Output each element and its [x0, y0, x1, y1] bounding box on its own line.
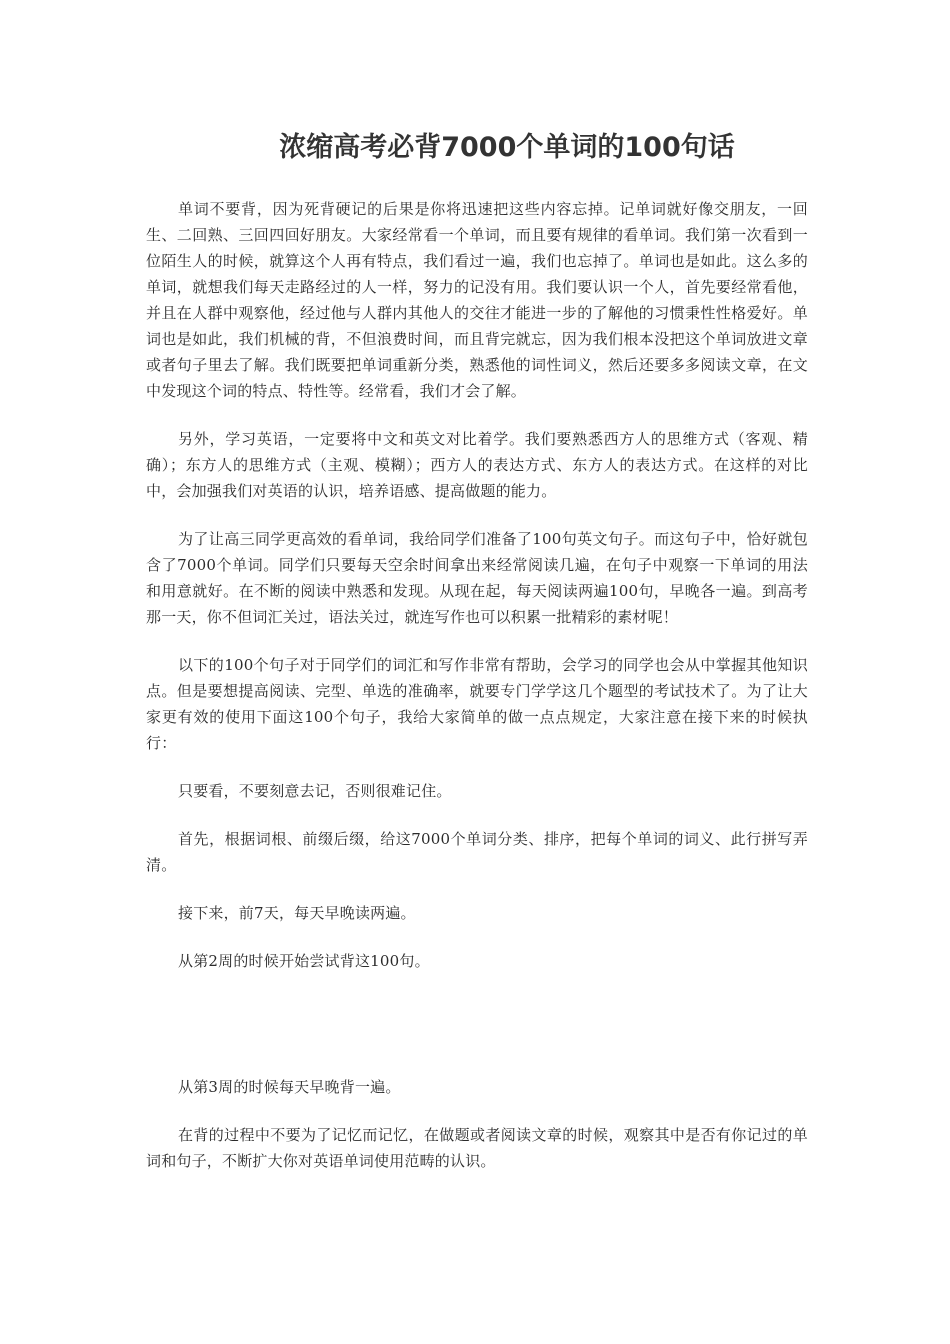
paragraph-9: 从第3周的时候每天早晚背一遍。 — [178, 1078, 401, 1096]
paragraph-4: 以下的100个句子对于同学们的词汇和写作非常有帮助，会学习的同学也会从中掌握其他知识点。但是要想提高阅读、完型、单选的准确率，就要专门学学这几个题型的考试技术了。为了让大家更有效的使用下面这100个句子，我给大家简单的做一点点规定，大家注意在接下来的时候执行： — [146, 656, 808, 752]
paragraph-8: 从第2周的时候开始尝试背这100句。 — [178, 952, 430, 970]
paragraph-2: 另外，学习英语，一定要将中文和英文对比着学。我们要熟悉西方人的思维方式（客观、精确）；东方人的思维方式（主观、模糊）；西方人的表达方式、东方人的表达方式。在这样的对比中，会加强我们对英语的认识，培养语感、提高做题的能力。 — [146, 430, 808, 500]
document-body — [146, 196, 808, 1174]
document-title: 浓缩高考必背7000个单词的100句话 — [279, 132, 735, 163]
paragraph-1: 单词不要背，因为死背硬记的后果是你将迅速把这些内容忘掉。记单词就好像交朋友，一回生、二回熟、三回四回好朋友。大家经常看一个单词，而且要有规律的看单词。我们第一次看到一位陌生人的时候，就算这个人再有特点，我们看过一遍，我们也忘掉了。单词也是如此。这么多的单词，就想我们每天走路经过的人一样，努力的记没有用。我们要认识一个人，首先要经常看他，并且在人群中观察他，经过他与人群内其他人的交往才能进一步的了解他的习惯秉性性格爱好。单词也是如此，我们机械的背，不但浪费时间，而且背完就忘，因为我们根本没把这个单词放进文章或者句子里去了解。我们既要把单词重新分类，熟悉他的词性词义，然后还要多多阅读文章，在文中发现这个词的特点、特性等。经常看，我们才会了解。 — [146, 200, 808, 400]
paragraph-3: 为了让高三同学更高效的看单词，我给同学们准备了100句英文句子。而这句子中，恰好就包含了7000个单词。同学们只要每天空余时间拿出来经常阅读几遍，在句子中观察一下单词的用法和用意就好。在不断的阅读中熟悉和发现。从现在起，每天阅读两遍100句，早晚各一遍。到高考那一天，你不但词汇关过，语法关过，就连写作也可以积累一批精彩的素材呢！ — [146, 530, 808, 626]
paragraph-7: 接下来，前7天，每天早晚读两遍。 — [178, 904, 416, 922]
paragraph-5: 只要看，不要刻意去记，否则很难记住。 — [178, 782, 452, 800]
paragraph-10: 在背的过程中不要为了记忆而记忆，在做题或者阅读文章的时候，观察其中是否有你记过的单词和句子，不断扩大你对英语单词使用范畴的认识。 — [146, 1126, 808, 1170]
paragraph-6: 首先，根据词根、前缀后缀，给这7000个单词分类、排序，把每个单词的词义、此行拼写弄清。 — [146, 830, 808, 874]
document-page — [146, 126, 808, 1196]
